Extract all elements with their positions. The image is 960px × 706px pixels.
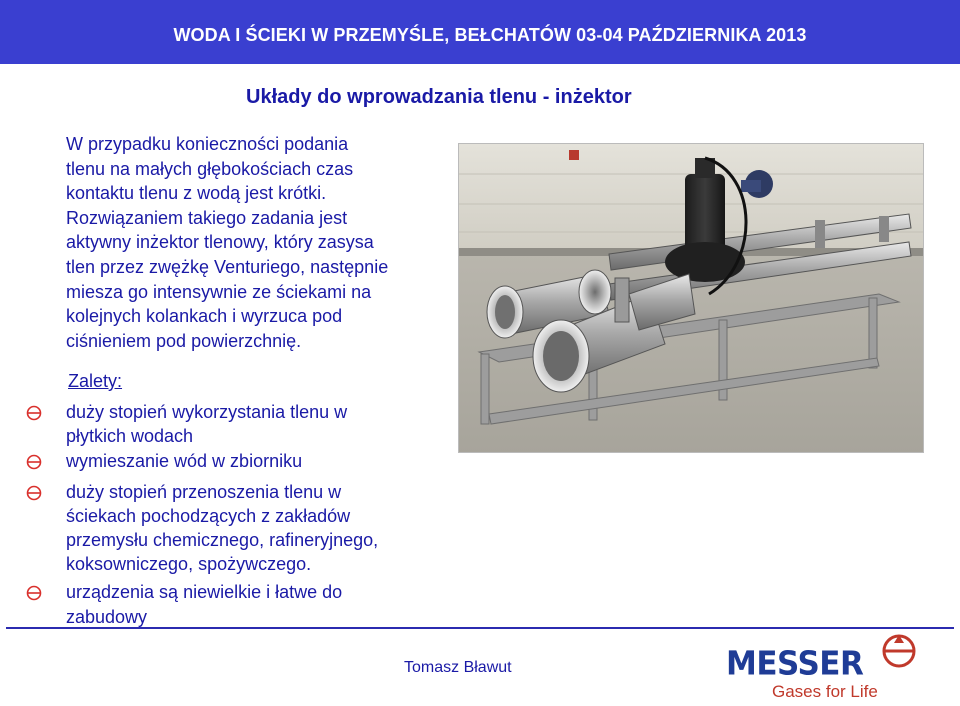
intro-line: aktywny inżektor tlenowy, który zasysa [66,232,374,253]
no-entry-circle-icon [26,485,42,501]
injector-photo [458,143,924,453]
advantage-item [26,580,446,628]
logo-tagline: Gases for Life [772,682,878,701]
messer-logo [722,632,922,702]
advantage-line: duży stopień przenoszenia tlenu w [66,481,342,502]
advantage-line: ściekach pochodzących z zakładów [66,505,351,526]
intro-line: Rozwiązaniem takiego zadania jest [66,207,348,228]
advantage-line: wymieszanie wód w zbiorniku [66,451,303,472]
injector-illustration [459,144,924,453]
intro-line: miesza go intensywnie ze ściekami na [66,281,372,302]
logo-wordmark: MESSER [726,645,864,683]
intro-line: kontaktu tlenu z wodą jest krótki. [66,183,327,204]
advantage-line: urządzenia są niewielkie i łatwe do [66,582,343,603]
no-entry-circle-icon [26,585,42,601]
advantage-item [26,400,446,448]
intro-line: tlen przez zwężkę Venturiego, następnie [66,256,389,277]
header-title: WODA I ŚCIEKI W PRZEMYŚLE, BEŁCHATÓW 03-04 PAŹDZIERNIKA 2013 [173,25,807,45]
advantages-list [26,400,446,629]
author-name: Tomasz Bławut [404,659,512,676]
advantage-line: przemysłu chemicznego, rafineryjnego, [66,530,379,551]
advantage-line: koksowniczego, spożywczego. [66,554,312,575]
slide-title: Układy do wprowadzania tlenu - inżektor [246,86,632,108]
intro-line: kolejnych kolankach i wyrzuca pod [66,306,343,327]
intro-paragraph [66,132,456,353]
messer-circle-arrow-icon [880,632,918,670]
advantage-item [26,449,446,473]
intro-line: tlenu na małych głębokościach czas [66,158,354,179]
advantage-line: zabudowy [66,606,148,627]
advantages-label: Zalety: [68,371,123,391]
no-entry-circle-icon [26,454,42,470]
advantage-item [26,480,446,577]
intro-line: ciśnieniem pod powierzchnię. [66,330,302,351]
advantage-line: płytkich wodach [66,426,194,447]
no-entry-circle-icon [26,405,42,421]
advantage-line: duży stopień wykorzystania tlenu w [66,402,348,422]
intro-line: W przypadku konieczności podania [66,134,349,154]
footer-divider [6,627,954,629]
